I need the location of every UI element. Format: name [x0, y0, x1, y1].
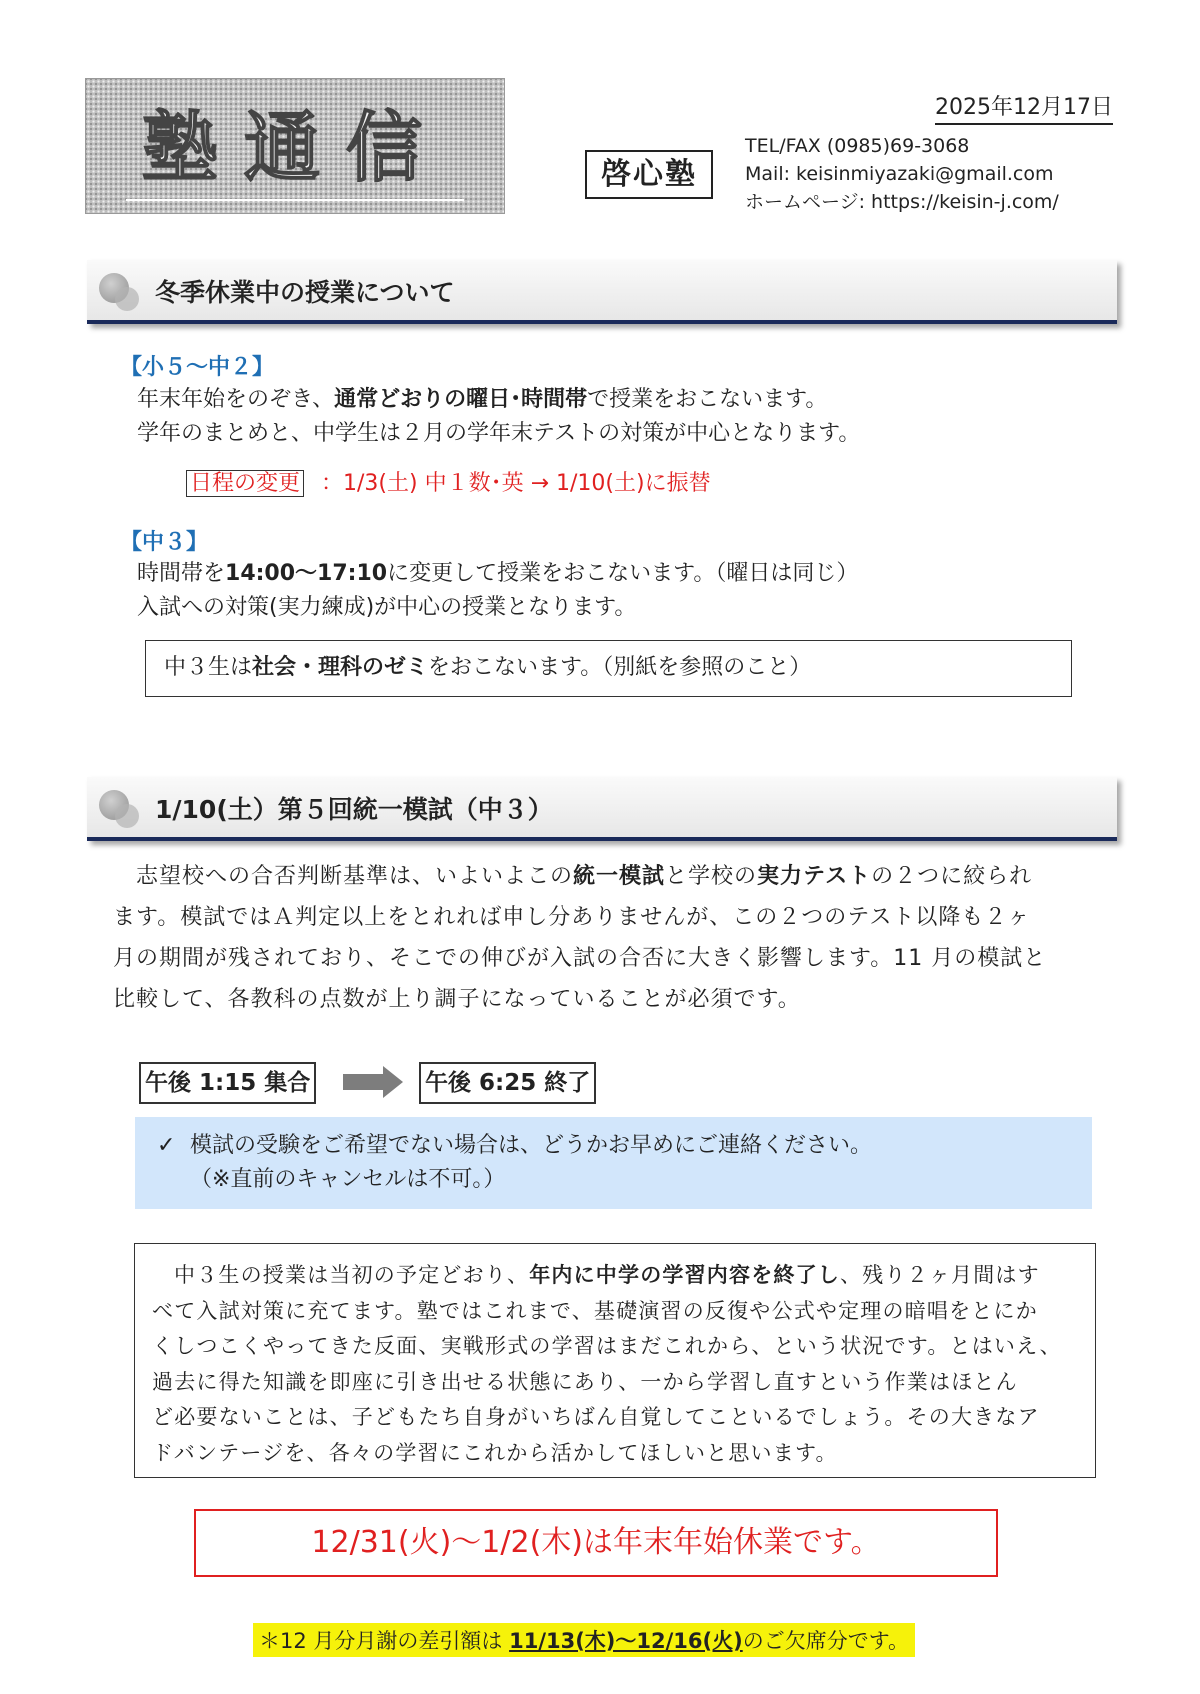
paragraph-line: 過去に得た知識を即座に引き出せる状態にあり、一から学習し直すという作業はほとん	[152, 1369, 1018, 1394]
paragraph-line: 比較して、各教科の点数が上り調子になっていることが必須です。	[113, 987, 801, 1012]
paragraph-line: ドバンテージを、各々の学習にこれから活かしてほしいと思います。	[152, 1440, 838, 1465]
school-logo: 啓心塾	[585, 150, 713, 199]
text-span: に変更して授業をおこないます。（曜日は同じ）	[387, 561, 859, 586]
contact-info	[745, 132, 1059, 216]
section-title: 冬季休業中の授業について	[155, 278, 455, 307]
label-grade-5-to-8: 【小５～中２】	[120, 355, 275, 380]
masthead-banner	[85, 78, 505, 214]
text-span: 、残り２ヶ月間はす	[840, 1263, 1040, 1287]
paragraph-line: べて入試対策に充てます。塾ではこれまで、基礎演習の反復や公式や定理の暗唱をとにか	[152, 1298, 1038, 1323]
bullet-circle-icon	[115, 287, 139, 311]
contact-homepage: ホームページ: https://keisin-j.com/	[745, 191, 1059, 213]
bold-text: 統一模試	[573, 864, 666, 889]
start-time-box: 午後 1:15 集合	[139, 1062, 316, 1104]
contact-mail: Mail: keisinmiyazaki@gmail.com	[745, 163, 1054, 185]
paragraph-line: くしつこくやってきた反面、実戦形式の学習はまだこれから、という状況です。とはいえ、	[152, 1334, 1062, 1358]
text-line: 学年のまとめと、中学生は２月の学年末テストの対策が中心となります。	[137, 421, 861, 446]
cancel-notice-box	[135, 1117, 1092, 1209]
paragraph-line: ます。模試ではＡ判定以上をとれれば申し分ありませんが、この２つのテスト以降も２ヶ	[113, 905, 1031, 930]
bold-text: 実力テスト	[757, 864, 872, 889]
text-span: の２つに絞られ	[871, 864, 1033, 889]
paragraph-line: 月の期間が残されており、そこでの伸びが入試の合否に大きく影響します。11 月の模試と	[113, 946, 1047, 971]
text-line	[137, 557, 858, 591]
bold-text: 通常どおりの曜日･時間帯	[334, 387, 588, 412]
bullet-circle-icon	[115, 804, 139, 828]
bold-text: 年内に中学の学習内容を終了し	[529, 1263, 841, 1287]
section-header-mock-exam	[87, 777, 1117, 841]
text-span: で授業をおこないます。	[587, 387, 828, 412]
end-time-box: 午後 6:25 終了	[419, 1062, 596, 1104]
bold-text: 社会・理科のゼミ	[252, 655, 429, 680]
bold-text: 11/13(木)～12/16(火)	[509, 1629, 743, 1653]
text-span: 年末年始をのぞき、	[137, 387, 335, 412]
text-span: 志望校への合否判断基準は、いよいよこの	[136, 864, 574, 889]
contact-tel: TEL/FAX (0985)69-3068	[745, 135, 970, 157]
text-span: をおこないます。（別紙を参照のこと）	[428, 655, 812, 680]
paragraph-line: ど必要ないことは、子どもたち自身がいちばん自覚してこといるでしょう。その大きなア	[152, 1405, 1040, 1429]
issue-date: 2025年12月17日	[935, 90, 1113, 125]
text-line	[137, 383, 827, 417]
label-grade-9: 【中３】	[120, 530, 209, 555]
arrow-right-icon	[343, 1066, 405, 1098]
holiday-notice: 12/31(火)～1/2(木)は年末年始休業です。	[194, 1509, 998, 1577]
text-span: 中３生の授業は当初の予定どおり、	[174, 1263, 530, 1287]
schedule-change-text: ：1/3(土) 中１数･英 → 1/10(土)に振替	[321, 471, 711, 496]
seminar-notice-text	[164, 651, 811, 685]
schedule-change	[186, 467, 711, 501]
bold-text: 14:00～17:10	[225, 561, 388, 586]
section-title: 1/10(土）第５回統一模試（中３）	[155, 795, 553, 824]
paragraph-line	[152, 1258, 1062, 1294]
tuition-footnote	[253, 1623, 915, 1657]
text-line: 入試への対策(実力練成)が中心の授業となります。	[137, 595, 637, 620]
seminar-notice-box	[145, 640, 1072, 697]
text-span: 時間帯を	[137, 561, 226, 586]
check-icon: ✓	[157, 1133, 176, 1158]
text-span: ＊12 月分月謝の差引額は	[259, 1629, 503, 1653]
text-span: 中３生は	[164, 655, 253, 680]
notice-line: 模試の受験をご希望でない場合は、どうかお早めにご連絡ください。	[190, 1133, 873, 1158]
masthead-underline	[126, 199, 464, 201]
text-span: と学校の	[665, 864, 758, 889]
grade9-plan-box	[134, 1243, 1096, 1478]
notice-line: （※直前のキャンセルは不可。）	[190, 1167, 506, 1192]
grade9-plan-text	[152, 1258, 1062, 1471]
masthead-title: 塾通信	[142, 103, 448, 192]
schedule-change-label: 日程の変更	[186, 470, 304, 497]
section-header-winter	[87, 260, 1117, 324]
paragraph-line	[113, 856, 1113, 897]
mock-exam-paragraph	[113, 856, 1113, 1020]
text-span: のご欠席分です。	[742, 1629, 910, 1653]
